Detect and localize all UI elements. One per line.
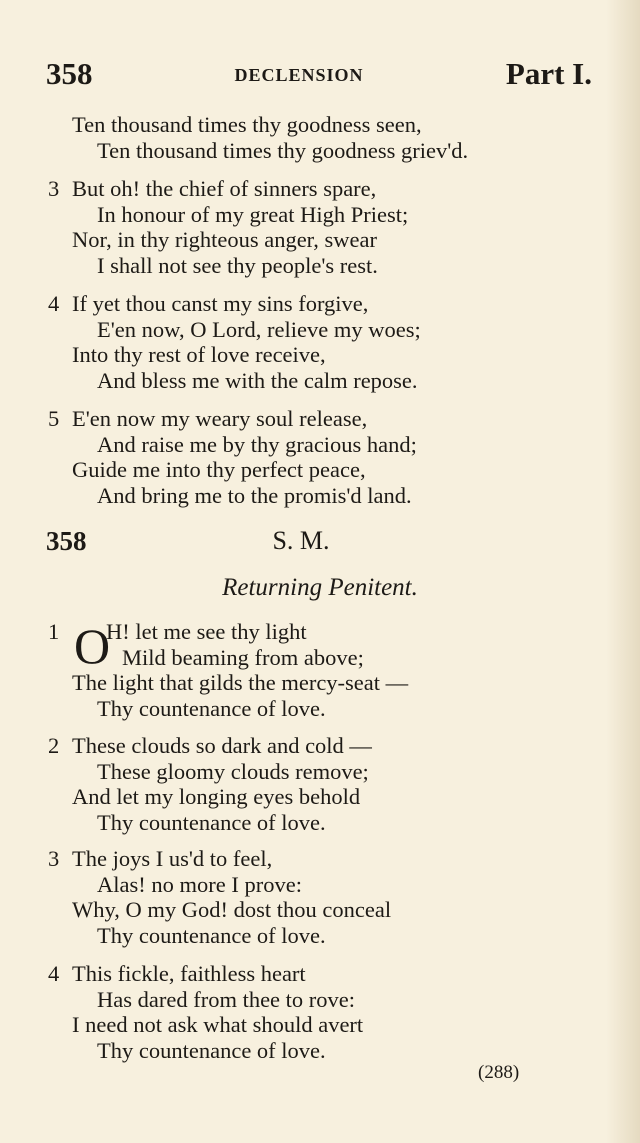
verse-line: And bless me with the calm repose. (97, 367, 418, 393)
drop-cap: O (74, 618, 111, 674)
verse-line: And bring me to the promis'd land. (97, 482, 412, 508)
verse-line: E'en now my weary soul release, (72, 406, 368, 431)
hymn-header (46, 526, 592, 560)
verse-line: The joys I us'd to feel, (72, 846, 273, 871)
verse-line: And raise me by thy gracious hand; (97, 431, 417, 457)
verse-line: Thy countenance of love. (97, 1037, 326, 1063)
stanza-4 (48, 961, 608, 1063)
stanza-prev-5 (48, 406, 608, 508)
verse-line: This fickle, faithless heart (72, 961, 306, 986)
verse-line: Thy countenance of love. (97, 695, 326, 721)
stanza-number: 4 (48, 961, 60, 986)
page-edge-shadow (606, 0, 640, 1143)
hymn-title: Returning Penitent. (222, 574, 418, 601)
verse-line: Has dared from thee to rove: (97, 986, 356, 1012)
stanza-number: 4 (48, 291, 60, 316)
verse-line: I need not ask what should avert (72, 1012, 364, 1037)
verse-line: These gloomy clouds remove; (97, 758, 369, 784)
verse-line: In honour of my great High Priest; (97, 201, 409, 227)
stanza-number: 3 (48, 176, 60, 201)
stanza-2 (48, 733, 608, 835)
stanza-1 (48, 619, 608, 721)
stanza-3 (48, 846, 608, 948)
verse-line: H! let me see thy light (106, 619, 307, 644)
verse-line: Guide me into thy perfect peace, (72, 457, 366, 482)
verse-line: E'en now, O Lord, relieve my woes; (97, 316, 421, 342)
verse-line: Thy countenance of love. (97, 922, 326, 948)
stanza-number: 1 (48, 619, 60, 644)
verse-line: Thy countenance of love. (97, 809, 326, 835)
verse-line: And let my longing eyes behold (72, 784, 361, 809)
stanza-number: 2 (48, 733, 60, 758)
page-number: 358 (46, 56, 93, 91)
verse-line: Mild beaming from above; (122, 644, 364, 670)
verse-line: Nor, in thy righteous anger, swear (72, 227, 377, 252)
verse-line: Ten thousand times thy goodness seen, (72, 112, 422, 137)
stanza-number: 5 (48, 406, 60, 431)
verse-line: I shall not see thy people's rest. (97, 252, 378, 278)
verse-line: The light that gilds the mercy-seat — (72, 670, 409, 695)
hymn-number: 358 (46, 526, 87, 556)
part-label: Part I. (505, 56, 592, 91)
continuation-lines (48, 112, 608, 163)
verse-line: But oh! the chief of sinners spare, (72, 176, 377, 201)
verse-line: Ten thousand times thy goodness griev'd. (97, 137, 469, 163)
verse-line: These clouds so dark and cold — (72, 733, 372, 758)
stanza-prev-4 (48, 291, 608, 393)
running-title: DECLENSION (234, 65, 364, 85)
verse-line: If yet thou canst my sins forgive, (72, 291, 369, 316)
verse-line: Why, O my God! dost thou conceal (72, 897, 392, 922)
hymn-meter: S. M. (272, 526, 330, 555)
page-marker: (288) (478, 1062, 520, 1083)
page-header (46, 56, 592, 96)
stanza-number: 3 (48, 846, 60, 871)
verse-line: Alas! no more I prove: (97, 871, 302, 897)
verse-line: Into thy rest of love receive, (72, 342, 326, 367)
stanza-prev-3 (48, 176, 608, 278)
